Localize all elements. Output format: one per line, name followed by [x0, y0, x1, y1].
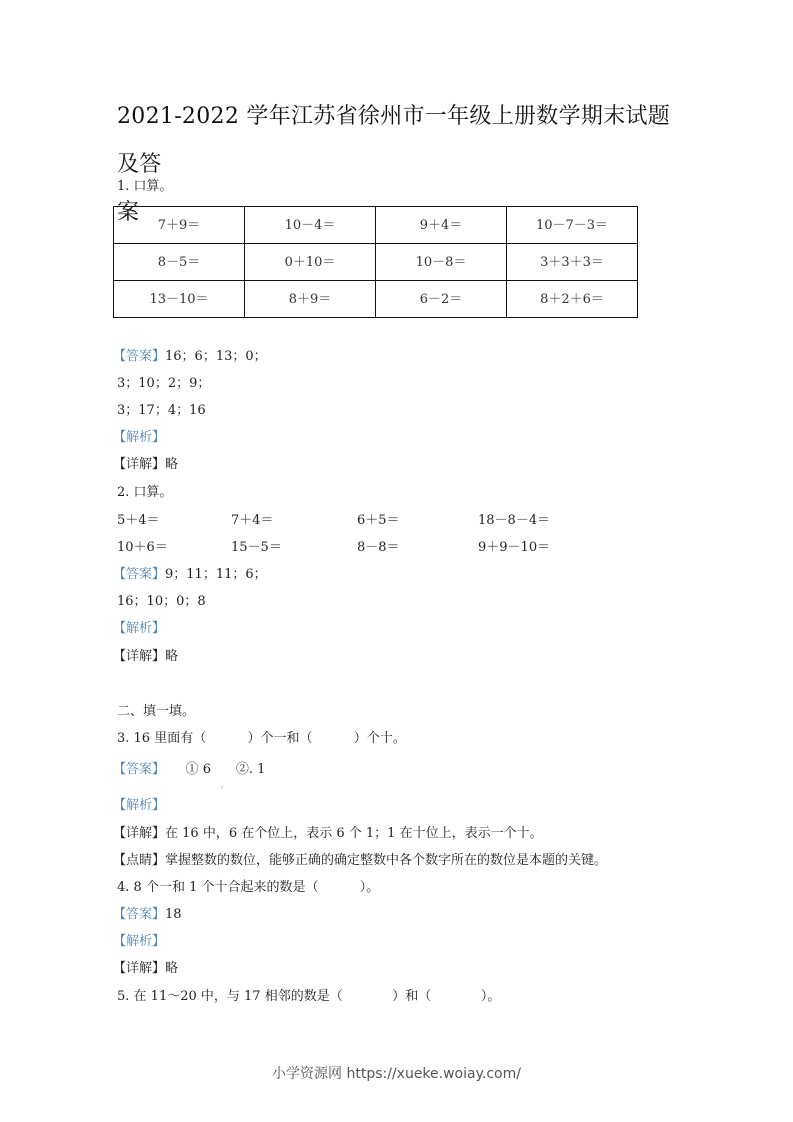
q2-analysis [113, 620, 165, 638]
table-cell: 9＋4＝ [376, 207, 507, 244]
expression: 18－8－4＝ [478, 513, 551, 528]
q3-detail [113, 825, 543, 843]
answer-tag: 【答案】 [113, 907, 166, 922]
table-row [114, 207, 638, 244]
table-cell: 3＋3＋3＝ [507, 244, 638, 281]
tip-text: 掌握整数的数位，能够正确的确定整数中各个数字所在的数位是本题的关键。 [165, 853, 608, 868]
q3-analysis [113, 797, 165, 815]
detail-text: 略 [165, 649, 179, 664]
q1-analysis [113, 429, 165, 447]
table-cell: 10－4＝ [245, 207, 376, 244]
detail-tag: 【详解】 [113, 457, 166, 472]
title-line-2: 案 [117, 200, 140, 225]
answer-text: 16；6；13；0； [165, 349, 267, 364]
detail-tag: 【详解】 [113, 961, 166, 976]
analysis-tag: 【解析】 [113, 430, 166, 445]
table-cell: 7＋9＝ [114, 207, 245, 244]
q5-prompt: 5. 在 11～20 中，与 17 相邻的数是（ ）和（ ）。 [117, 989, 501, 1004]
table-cell: 0＋10＝ [245, 244, 376, 281]
expression: 10＋6＝ [117, 540, 168, 555]
answer-text: 18 [165, 907, 182, 922]
table-cell: 6－2＝ [376, 281, 507, 318]
q1-answer-line-2: 3；10；2；9； [117, 376, 211, 391]
table-cell: 8－5＝ [114, 244, 245, 281]
expression: 6＋5＝ [357, 513, 400, 528]
expression: 8－8＝ [357, 540, 400, 555]
table-cell: 10－7－3＝ [507, 207, 638, 244]
answer-text: ① 6 ②. 1 [165, 762, 266, 777]
table-cell: 10－8＝ [376, 244, 507, 281]
detail-tag: 【详解】 [113, 826, 166, 841]
q1-calc-table [113, 206, 638, 318]
table-cell: 8＋9＝ [245, 281, 376, 318]
table-row [114, 244, 638, 281]
detail-tag: 【详解】 [113, 649, 166, 664]
q3-prompt: 3. 16 里面有（ ）个一和（ ）个十。 [117, 731, 406, 746]
q2-answer-line-2: 16；10；0；8 [117, 594, 206, 609]
detail-text: 略 [165, 961, 179, 976]
q4-answer [113, 906, 182, 924]
q2-detail [113, 648, 178, 666]
table-cell: 13－10＝ [114, 281, 245, 318]
q4-analysis [113, 933, 165, 951]
table-row [114, 281, 638, 318]
analysis-tag: 【解析】 [113, 798, 166, 813]
q3-answer [113, 761, 265, 779]
analysis-tag: 【解析】 [113, 621, 166, 636]
q1-prompt: 1. 口算。 [117, 179, 173, 194]
q1-detail [113, 456, 178, 474]
analysis-tag: 【解析】 [113, 934, 166, 949]
detail-text: 略 [165, 457, 179, 472]
table-cell: 8＋2＋6＝ [507, 281, 638, 318]
answer-tag: 【答案】 [113, 349, 166, 364]
q2-answer [113, 566, 267, 584]
detail-text: 在 16 中，6 在个位上，表示 6 个 1；1 在十位上，表示一个十。 [165, 826, 543, 841]
answer-tag: 【答案】 [113, 567, 166, 582]
expression: 15－5＝ [231, 540, 282, 555]
expression: 9＋9－10＝ [478, 540, 551, 555]
q2-prompt: 2. 口算。 [117, 485, 173, 500]
q4-detail [113, 960, 178, 978]
expression: 5＋4＝ [117, 513, 160, 528]
q4-prompt: 4. 8 个一和 1 个十合起来的数是（ ）。 [117, 880, 380, 895]
q1-answer-line-3: 3；17；4；16 [117, 403, 206, 418]
answer-tag: 【答案】 [113, 762, 166, 777]
q1-answer [113, 348, 267, 366]
expression: 7＋4＝ [231, 513, 274, 528]
section-2-heading: 二、填一填。 [117, 704, 196, 719]
q3-tip [113, 852, 607, 870]
stray-mark: ' [221, 785, 224, 794]
footer-watermark: 小学资源网 https://xueke.woiay.com/ [272, 1066, 521, 1082]
title-line-1: 2021-2022 学年江苏省徐州市一年级上册数学期末试题及答 [117, 104, 671, 177]
tip-tag: 【点睛】 [113, 853, 166, 868]
answer-text: 9；11；11；6； [165, 567, 267, 582]
